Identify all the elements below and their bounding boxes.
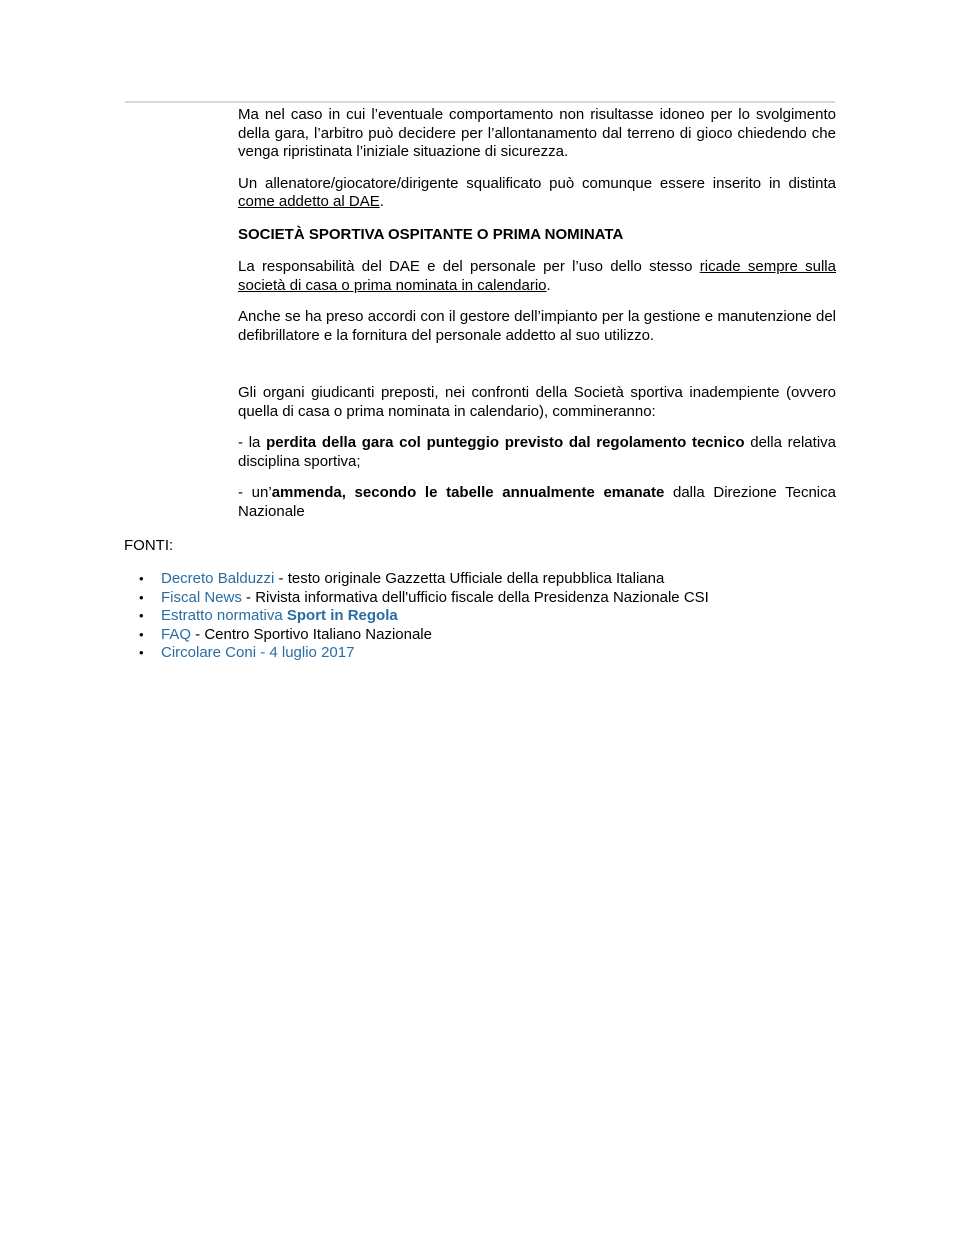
text-run: - Rivista informativa dell'ufficio fiscale della Presidenza Nazionale CSI <box>241 588 709 606</box>
text-run: dalla Direzione Tecnica Nazionale <box>238 484 836 520</box>
source-link[interactable]: FAQ <box>161 625 192 643</box>
text-run: - la <box>238 434 267 451</box>
text-run: - Centro Sportivo Italiano Nazionale <box>191 625 432 643</box>
text-run: perdita della gara col punteggio previsto dal regolamento tecnico <box>266 434 745 451</box>
source-link[interactable]: Decreto Balduzzi <box>161 570 275 587</box>
bullet-icon: • <box>139 645 144 661</box>
paragraph <box>238 175 836 212</box>
source-list-item <box>138 607 928 626</box>
text-run: come addetto al DAE <box>238 193 380 210</box>
paragraph <box>238 484 836 521</box>
text-run: - testo originale Gazzetta Ufficiale della repubblica Italiana <box>274 570 665 587</box>
bullet-icon: • <box>139 589 144 605</box>
text-run: Anche se ha preso accordi con il gestore dell’impianto per la gestione e manutenzione del defibrillatore e la fornitura del personale addetto al suo utilizzo. <box>238 308 836 344</box>
paragraph <box>238 258 836 295</box>
source-link[interactable]: Sport in Regola <box>286 607 398 625</box>
source-link[interactable]: Circolare Coni - 4 luglio 2017 <box>161 644 355 662</box>
text-run: Un allenatore/giocatore/dirigente squalificato può comunque essere inserito in distinta <box>238 174 836 192</box>
source-link[interactable]: Estratto normativa <box>161 607 287 625</box>
text-run: ricade sempre sulla società di casa o prima nominata in calendario <box>238 258 836 294</box>
source-list-item <box>138 644 928 663</box>
bullet-icon: • <box>139 608 144 624</box>
text-run: . <box>546 276 551 294</box>
sources-list <box>138 570 928 663</box>
text-run: La responsabilità del DAE e del personale per l’uso dello stesso <box>238 258 700 275</box>
text-run: - un’ <box>238 484 272 501</box>
page-divider <box>125 101 835 103</box>
paragraph <box>238 308 836 345</box>
text-run: Gli organi giudicanti preposti, nei confronti della Società sportiva inadempiente (ovvero quella di casa o prima nominata in calendario), commineranno: <box>238 384 836 420</box>
bullet-icon: • <box>139 626 144 642</box>
paragraph <box>238 106 836 162</box>
bullet-icon: • <box>139 571 144 586</box>
text-run: ammenda, secondo le tabelle annualmente emanate <box>271 484 665 501</box>
source-list-item <box>138 570 928 589</box>
document-body <box>238 106 836 534</box>
text-run: della relativa disciplina sportiva; <box>238 434 836 470</box>
text-run: SOCIETÀ SPORTIVA OSPITANTE O PRIMA NOMINATA <box>238 225 624 243</box>
paragraph <box>238 384 836 421</box>
text-run: . <box>379 193 384 210</box>
section-heading <box>238 226 836 245</box>
source-link[interactable]: Fiscal News <box>161 588 242 606</box>
sources-heading: FONTI: <box>124 537 174 554</box>
paragraph <box>238 434 836 471</box>
text-run: Ma nel caso in cui l’eventuale comportamento non risultasse idoneo per lo svolgimento della gara, l’arbitro può decidere per l’allontanamento dal terreno di gioco chiedendo che venga ripristinata l’iniziale situazione di sicurezza. <box>238 106 836 160</box>
source-list-item <box>138 626 928 645</box>
source-list-item <box>138 589 928 608</box>
